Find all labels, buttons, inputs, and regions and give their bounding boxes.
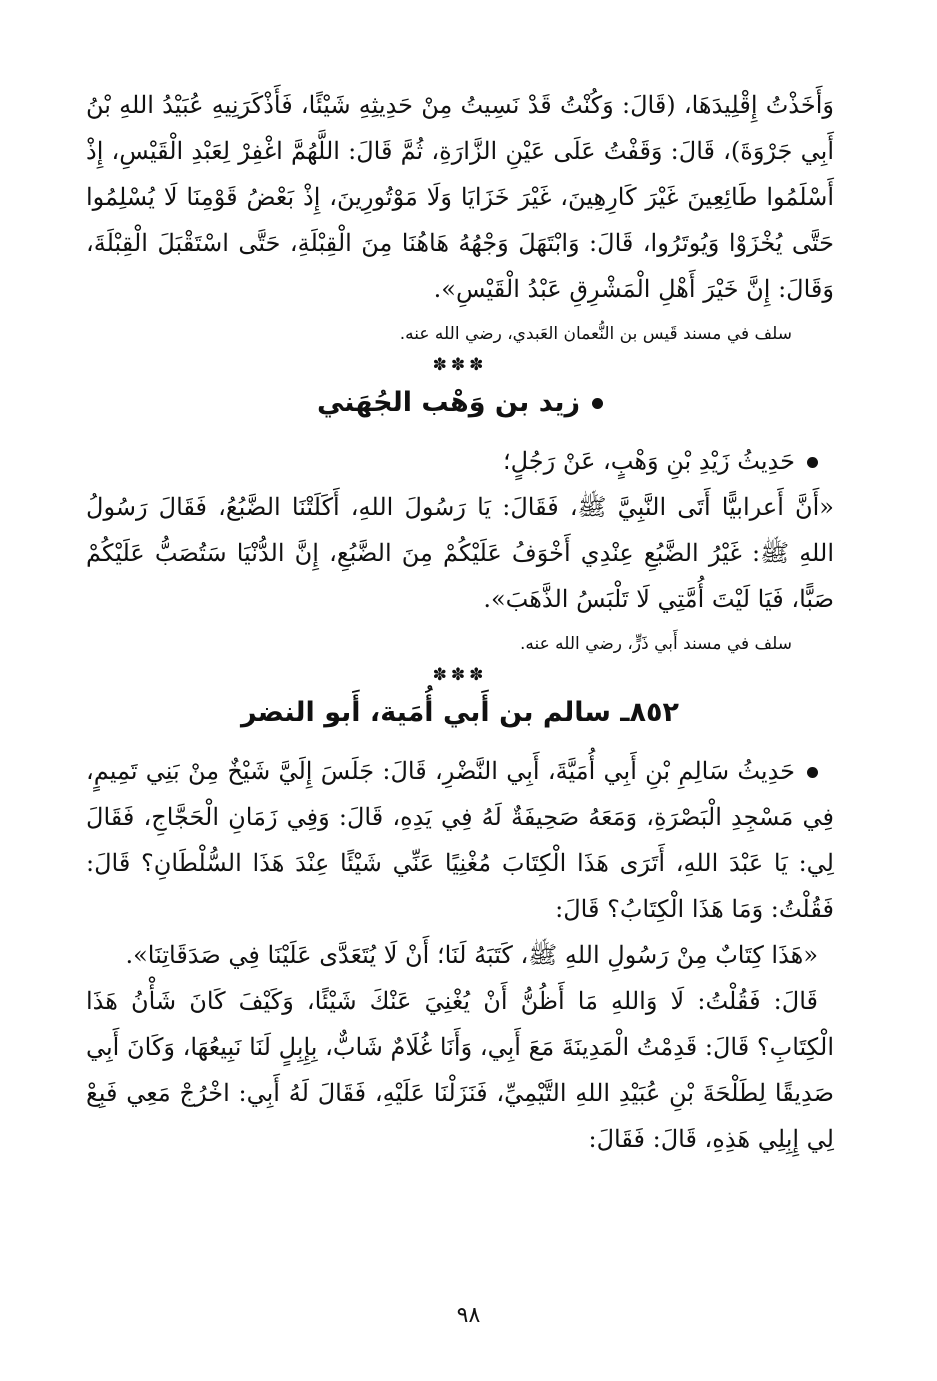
hadith-continuation: قَالَ: فَقُلْتُ: لَا وَاللهِ مَا أَظُنُّ أَنْ يُغْنِيَ عَنْكَ شَيْئًا، وَكَيْفَ كَانَ شَأْنُ هَذَا الْكِتَابِ؟ قَالَ: قَدِمْتُ الْمَدِينَةَ مَعَ أَبِي، وَأَنَا غُلَامٌ شَابٌّ، بِإِبِلٍ لَنَا نَبِيعُهَا، وَكَانَ أَبِي صَدِيقًا لِطَلْحَةَ بْنِ عُبَيْدِ اللهِ التَّيْمِيِّ، فَنَزَلْنَا عَلَيْهِ، فَقَالَ لَهُ أَبِي: اخْرُجْ مَعِي فَبِعْ لِي إِبِلِي هَذِهِ، قَالَ: فَقَالَ: [86,987,834,1153]
section-heading-zayd [86,378,834,428]
intro-paragraph: وَأَخَذْتُ إِقْلِيدَهَا، (قَالَ: وَكُنْتُ قَدْ نَسِيتُ مِنْ حَدِيثِهِ شَيْئًا، فَأَذْكَرَنِيهِ عُبَيْدُ اللهِ بْنُ أَبِي جَرْوَةَ)، قَالَ: وَقَفْتُ عَلَى عَيْنِ الزَّارَةِ، ثُمَّ قَالَ: اللَّهُمَّ اغْفِرْ لِعَبْدِ الْقَيْسِ، إِذْ أَسْلَمُوا طَائِعِينَ غَيْرَ كَارِهِينَ، غَيْرَ خَزَايَا وَلَا مَوْتُورِينَ، إِذْ بَعْضُ قَوْمِنَا لَا يُسْلِمُوا حَتَّى يُخْزَوْا وَيُوتَرُوا، قَالَ: وَابْتَهَلَ وَجْهُهُ هَاهُنَا مِنَ الْقِبْلَةِ، حَتَّى اسْتَقْبَلَ الْقِبْلَةَ، وَقَالَ: إِنَّ خَيْرَ أَهْلِ الْمَشْرِقِ عَبْدُ الْقَيْسِ». [86,91,834,303]
hadith-opening-text: حَدِيثُ سَالِمِ بْنِ أَبِي أُمَيَّةَ، أَبِي النَّضْرِ، قَالَ: جَلَسَ إِلَيَّ شَيْخٌ مِنْ بَنِي تَمِيمٍ، فِي مَسْجِدِ الْبَصْرَةِ، وَمَعَهُ صَحِيفَةٌ لَهُ فِي يَدِهِ، قَالَ: وَفِي زَمَانِ الْحَجَّاجِ، فَقَالَ لِي: يَا عَبْدَ اللهِ، أَتَرَى هَذَا الْكِتَابَ مُغْنِيًا عَنِّي شَيْئًا عِنْدَ هَذَا السُّلْطَانِ؟ قَالَ: فَقُلْتُ: وَمَا هَذَا الْكِتَابُ؟ قَالَ: [86,757,834,923]
bullet-icon [807,767,818,778]
section-heading-text: زيد بن وَهْب الجُهَني [316,387,580,418]
bullet-icon [592,398,603,409]
hadith-text: «أَنَّ أَعرابيًّا أَتَى النَّبِيَّ ﷺ، فَقَالَ: يَا رَسُولَ اللهِ، أَكَلَتْنَا الضَّبُعُ، فَقَالَ رَسُولُ اللهِ ﷺ: غَيْرُ الضَّبُعِ عِنْدِي أَخْوَفُ عَلَيْكُمْ مِنَ الضَّبُعِ، إِنَّ الدُّنْيَا سَتُصَبُّ عَلَيْكُمْ صَبًّا، فَيَا لَيْتَ أُمَّتِي لَا تَلْبَسُ الذَّهَبَ». [86,493,834,613]
section1-reference-note: سلف في مسند أَبي ذَرٍّ، رضي الله عنه. [519,634,792,654]
separator-stars: ✽✽✽ [432,355,488,375]
bullet-icon [807,457,818,468]
hadith-opening [86,748,834,932]
section-heading-salim: ٨٥٢ـ سالم بن أَبي أُمَية، أَبو النضر [241,697,679,728]
intro-reference-note: سلف في مسند قَيس بن النُّعمان العَبدي، رضي الله عنه. [399,324,792,344]
hadith-title [86,438,834,484]
page-number: ٩٨ [456,1303,481,1328]
separator-stars: ✽✽✽ [432,665,488,685]
page-content [86,82,834,1352]
hadith-quote: «هَذَا كِتَابٌ مِنْ رَسُولِ اللهِ ﷺ، كَتَبَهُ لَنَا؛ أَنْ لَا يُتَعَدَّى عَلَيْنَا فِي صَدَقَاتِنَا». [125,941,818,969]
hadith-title-text: حَدِيثُ زَيْدِ بْنِ وَهْبٍ، عَنْ رَجُلٍ؛ [502,447,795,475]
